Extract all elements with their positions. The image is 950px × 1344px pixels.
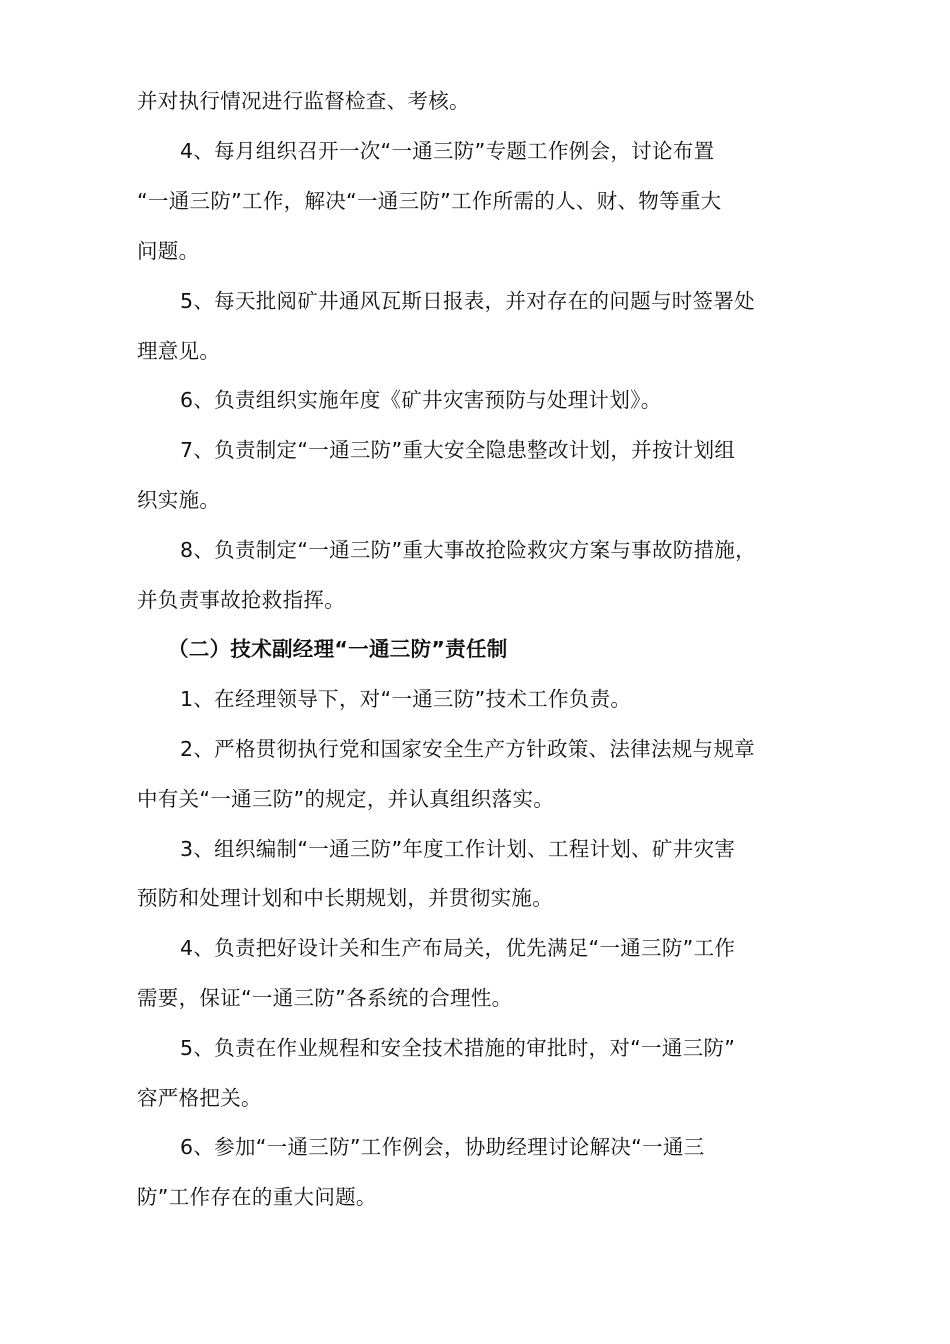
text-line-3: “一通三防”工作，解决“一通三防”工作所需的人、财、物等重大 xyxy=(137,189,722,213)
section-heading: （二）技术副经理“一通三防”责任制 xyxy=(168,637,508,661)
text-line-6: 理意见。 xyxy=(137,339,221,363)
text-line-7: 6、负责组织实施年度《矿井灾害预防与处理计划》。 xyxy=(180,388,662,412)
text-line-11: 并负责事故抢救指挥。 xyxy=(137,588,345,612)
text-line-16: 3、组织编制“一通三防”年度工作计划、工程计划、矿井灾害 xyxy=(180,837,736,861)
text-line-9: 织实施。 xyxy=(137,488,221,512)
text-line-4: 问题。 xyxy=(137,239,200,263)
text-line-22: 6、参加“一通三防”工作例会，协助经理讨论解决“一通三 xyxy=(180,1135,705,1159)
text-line-10: 8、负责制定“一通三防”重大事故抢险救灾方案与事故防措施， xyxy=(180,538,756,562)
text-line-18: 4、负责把好设计关和生产布局关，优先满足“一通三防”工作 xyxy=(180,936,736,960)
text-line-2: 4、每月组织召开一次“一通三防”专题工作例会，讨论布置 xyxy=(180,139,715,163)
text-line-1: 并对执行情况进行监督检查、考核。 xyxy=(137,89,470,113)
text-line-17: 预防和处理计划和中长期规划，并贯彻实施。 xyxy=(137,886,553,910)
text-line-23: 防”工作存在的重大问题。 xyxy=(137,1185,377,1209)
text-line-15: 中有关“一通三防”的规定，并认真组织落实。 xyxy=(137,787,555,811)
text-line-21: 容严格把关。 xyxy=(137,1086,262,1110)
text-line-5: 5、每天批阅矿井通风瓦斯日报表，并对存在的问题与时签署处 xyxy=(180,289,755,313)
text-line-20: 5、负责在作业规程和安全技术措施的审批时，对“一通三防” xyxy=(180,1036,736,1060)
text-line-14: 2、严格贯彻执行党和国家安全生产方针政策、法律法规与规章 xyxy=(180,737,755,761)
text-line-19: 需要，保证“一通三防”各系统的合理性。 xyxy=(137,986,513,1010)
text-line-8: 7、负责制定“一通三防”重大安全隐患整改计划，并按计划组 xyxy=(180,438,736,462)
text-line-13: 1、在经理领导下，对“一通三防”技术工作负责。 xyxy=(180,687,632,711)
